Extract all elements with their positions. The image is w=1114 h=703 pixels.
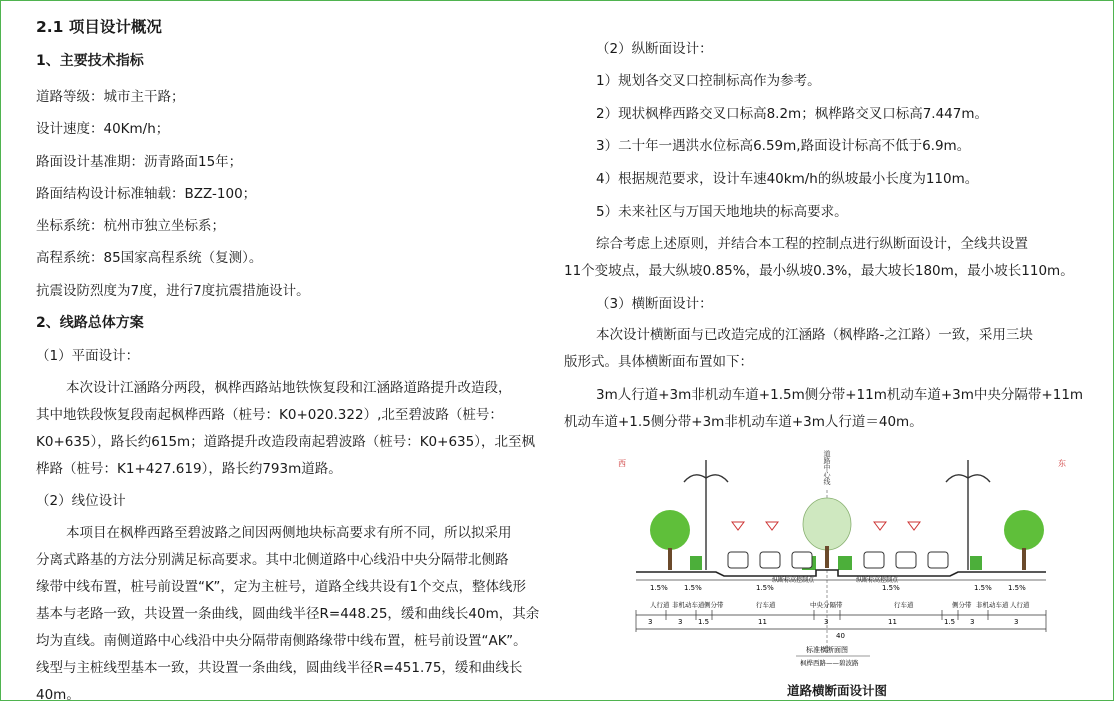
lane-label: 行车道 — [894, 601, 914, 609]
width-label: 1.5 — [944, 618, 956, 626]
width-label: 11 — [758, 618, 767, 626]
profile-item-4: 4）根据规范要求，设计车速40km/h的纵坡最小长度为110m。 — [596, 171, 979, 187]
lane-label: 非机动车道 — [672, 601, 705, 609]
profile-design-title: （2）纵断面设计： — [596, 41, 713, 57]
tree-left — [650, 510, 690, 570]
slope-label: 1.5% — [756, 584, 774, 592]
lane-label: 人行道 — [650, 601, 670, 609]
cross-section-formula-2: 机动车道+1.5侧分带+3m非机动车道+3m人行道＝40m。 — [564, 414, 923, 430]
west-label: 西 — [618, 459, 626, 468]
plane-design-title: （1）平面设计： — [36, 348, 140, 364]
figure-caption: 道路横断面设计图 — [787, 683, 888, 698]
cross-section-title: （3）横断面设计： — [596, 296, 713, 312]
control-point-label: 纵断标高控制点 — [856, 577, 899, 584]
slope-label: 1.5% — [1008, 584, 1026, 592]
indicator-coordinate-system: 坐标系统：杭州市独立坐标系； — [36, 218, 225, 234]
figure-title-box: 标准横断面图 — [806, 646, 848, 654]
cross-section-figure — [606, 440, 1096, 678]
alignment-line-5: 均为直线。南侧道路中心线沿中央分隔带南侧路缘带中线布置，桩号前设置“AK”。 — [36, 633, 527, 649]
cross-section-line-1: 本次设计横断面与已改造完成的江涵路（枫桦路-之江路）一致，采用三块 — [596, 327, 1033, 343]
indicator-elevation-system: 高程系统：85国家高程系统（复测）。 — [36, 250, 263, 266]
indicator-seismic: 抗震设防烈度为7度，进行7度抗震措施设计。 — [36, 283, 310, 299]
profile-item-3: 3）二十年一遇洪水位标高6.59m,路面设计标高不低于6.9m。 — [596, 138, 971, 154]
width-label: 11 — [888, 618, 897, 626]
plane-line-4: 桦路（桩号：K1+427.619），路长约793m道路。 — [36, 461, 342, 477]
width-label: 3 — [970, 618, 975, 626]
cross-section-line-2: 版形式。具体横断面布置如下： — [564, 354, 753, 370]
indicator-axle-load: 路面结构设计标准轴载：BZZ-100； — [36, 186, 257, 202]
east-label: 东 — [1058, 459, 1066, 468]
lane-label: 侧分带 — [704, 601, 724, 609]
center-line-label: 道路中心线 — [823, 450, 831, 485]
lane-label: 侧分带 — [952, 601, 972, 609]
heading-route-plan: 2、线路总体方案 — [36, 315, 144, 331]
street-lamp-right — [946, 460, 990, 570]
indicator-design-period: 路面设计基准期：沥青路面15年； — [36, 154, 243, 170]
alignment-line-3: 缘带中线布置，桩号前设置“K”，定为主桩号，道路全线共设有1个交点，整体线形 — [36, 579, 527, 595]
profile-summary-line-1: 综合考虑上述原则，并结合本工程的控制点进行纵断面设计，全线共设置 — [596, 236, 1028, 252]
profile-item-1: 1）规划各交叉口控制标高作为参考。 — [596, 73, 821, 89]
profile-summary-line-2: 11个变坡点，最大纵坡0.85%，最小纵坡0.3%，最大坡长180m，最小坡长110m。 — [564, 263, 1074, 279]
width-label: 3 — [648, 618, 653, 626]
alignment-line-6: 线型与主桩线型基本一致，共设置一条曲线，圆曲线半径R=451.75，缓和曲线长 — [36, 660, 523, 676]
indicator-road-grade: 道路等级：城市主干路； — [36, 89, 185, 105]
lane-label: 人行道 — [1010, 601, 1030, 609]
width-label: 3 — [678, 618, 683, 626]
slope-label: 1.5% — [974, 584, 992, 592]
profile-item-2: 2）现状枫桦西路交叉口标高8.2m；枫桦路交叉口标高7.447m。 — [596, 106, 989, 122]
lane-label: 行车道 — [756, 601, 776, 609]
width-label: 3 — [1014, 618, 1019, 626]
plane-line-3: K0+635），路长约615m；道路提升改造段南起碧波路（桩号：K0+635），北至枫 — [36, 434, 535, 450]
width-label: 1.5 — [698, 618, 710, 626]
road-surface — [636, 570, 1046, 576]
profile-item-5: 5）未来社区与万国天地地块的标高要求。 — [596, 204, 848, 220]
alignment-line-1: 本项目在枫桦西路至碧波路之间因两侧地块标高要求有所不同，所以拟采用 — [66, 525, 512, 541]
heading-technical-indicators: 1、主要技术指标 — [36, 53, 144, 69]
slope-label: 1.5% — [650, 584, 668, 592]
tree-right — [1004, 510, 1044, 570]
slope-label: 1.5% — [684, 584, 702, 592]
width-label: 3 — [824, 618, 829, 626]
plane-line-1: 本次设计江涵路分两段，枫桦西路站地铁恢复段和江涵路道路提升改造段， — [66, 380, 512, 396]
alignment-line-2: 分离式路基的方法分别满足标高要求。其中北侧道路中心线沿中央分隔带北侧路 — [36, 552, 509, 568]
cross-section-formula-1: 3m人行道+3m非机动车道+1.5m侧分带+11m机动车道+3m中央分隔带+11m — [596, 387, 1084, 403]
alignment-title: （2）线位设计 — [36, 493, 126, 509]
plane-line-2: 其中地铁段恢复段南起枫桦西路（桩号：K0+020.322）,北至碧波路（桩号： — [36, 407, 503, 423]
street-lamp-left — [684, 460, 728, 570]
indicator-design-speed: 设计速度：40Km/h； — [36, 121, 170, 137]
lane-label: 中央分隔带 — [810, 601, 843, 609]
control-point-label: 纵断标高控制点 — [772, 577, 815, 584]
slope-label: 1.5% — [882, 584, 900, 592]
alignment-line-4: 基本与老路一致，共设置一条曲线，圆曲线半径R=448.25，缓和曲线长40m，其余 — [36, 606, 540, 622]
total-width-label: 40 — [836, 632, 845, 640]
lane-label: 非机动车道 — [976, 601, 1009, 609]
section-title: 2.1 项目设计概况 — [36, 18, 162, 36]
alignment-line-7: 40m。 — [36, 687, 80, 703]
figure-subtitle-box: 枫桦西路——碧波路 — [800, 659, 859, 667]
